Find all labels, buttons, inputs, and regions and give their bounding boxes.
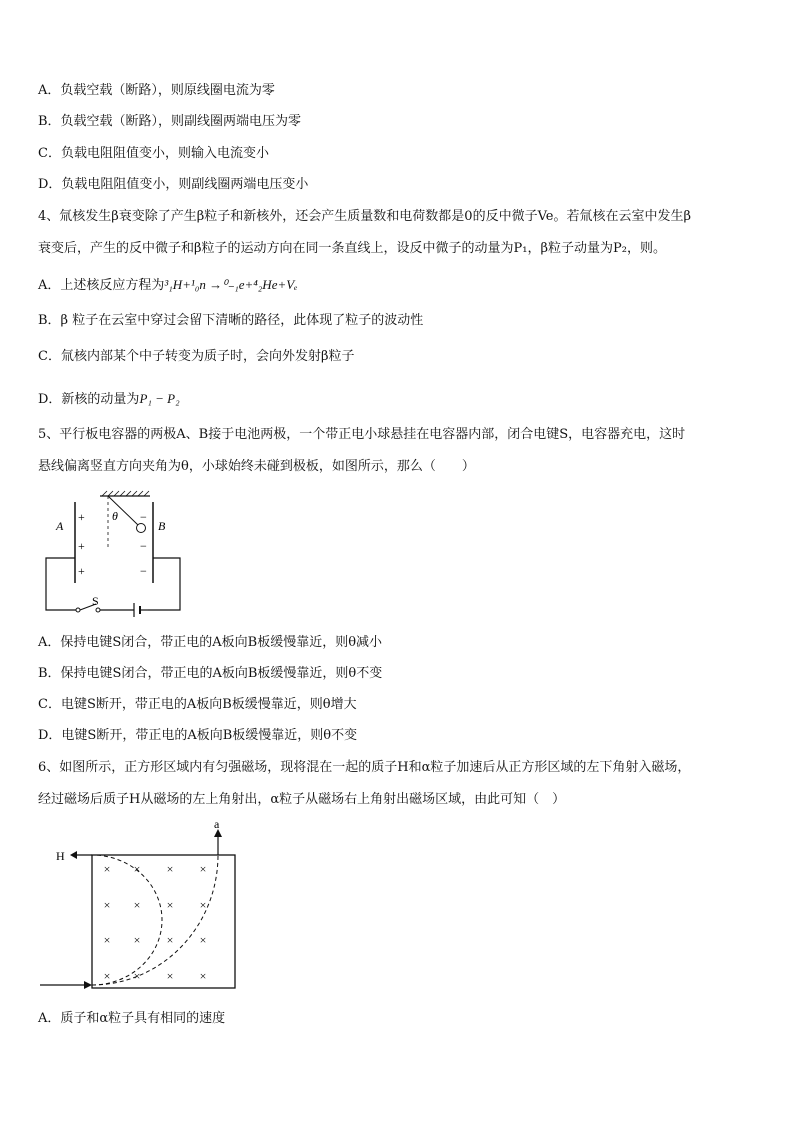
label-theta: θ bbox=[112, 509, 118, 523]
field-cross: × bbox=[103, 898, 111, 912]
label-plate-a: A bbox=[56, 519, 64, 533]
q4-option-a bbox=[38, 276, 298, 295]
plus-sign: + bbox=[78, 539, 85, 553]
field-cross: × bbox=[103, 862, 111, 876]
q6-stem-line-2: 经过磁场后质子H从磁场的左上角射出，α粒子从磁场右上角射出磁场区域，由此可知（ ） bbox=[38, 792, 566, 807]
field-cross: × bbox=[199, 898, 207, 912]
field-cross: × bbox=[199, 862, 207, 876]
q6-stem-line-1: 6、如图所示，正方形区域内有匀强磁场，现将混在一起的质子H和α粒子加速后从正方形区域的左下角射入磁场， bbox=[38, 760, 691, 775]
q4-option-d-label: D．新核的动量为 bbox=[38, 392, 140, 407]
capacitor-figure bbox=[40, 488, 190, 618]
plus-sign: + bbox=[78, 510, 85, 524]
q3-option-d: D．负载电阻阻值变小，则副线圈两端电压变小 bbox=[38, 177, 309, 192]
q4-equation: ³₁H+¹₀n →⁰₋₁e+⁴₂He+Vₑ bbox=[164, 277, 298, 292]
field-cross: × bbox=[133, 933, 141, 947]
field-cross: × bbox=[133, 898, 141, 912]
q4-option-a-label: A．上述核反应方程为 bbox=[38, 278, 165, 293]
field-cross: × bbox=[199, 969, 207, 983]
q4-stem-line-1: 4、氚核发生β衰变除了产生β粒子和新核外，还会产生质量数和电荷数都是0的反中微子Ve。若氚核在云室中发生β bbox=[38, 209, 691, 224]
field-cross: × bbox=[166, 933, 174, 947]
label-switch: S bbox=[92, 594, 99, 608]
magnetic-field-figure bbox=[40, 818, 250, 993]
q4-momentum-expr: P₁ − P₂ bbox=[139, 391, 180, 406]
charged-ball bbox=[137, 524, 146, 533]
minus-sign: − bbox=[140, 539, 147, 553]
plus-sign: + bbox=[78, 564, 85, 578]
field-cross: × bbox=[103, 969, 111, 983]
field-cross: × bbox=[166, 969, 174, 983]
field-cross: × bbox=[133, 969, 141, 983]
field-cross: × bbox=[166, 862, 174, 876]
minus-sign: − bbox=[140, 510, 147, 524]
field-cross: × bbox=[166, 898, 174, 912]
minus-sign: − bbox=[140, 564, 147, 578]
q3-option-a: A．负载空载（断路），则原线圈电流为零 bbox=[38, 83, 275, 98]
q4-option-b: B．β 粒子在云室中穿过会留下清晰的路径，此体现了粒子的波动性 bbox=[38, 313, 424, 328]
field-cross: × bbox=[103, 933, 111, 947]
q4-option-c: C．氚核内部某个中子转变为质子时，会向外发射β粒子 bbox=[38, 349, 355, 364]
q6-option-a: A．质子和α粒子具有相同的速度 bbox=[38, 1011, 226, 1026]
q5-option-a: A．保持电键S闭合，带正电的A板向B板缓慢靠近，则θ减小 bbox=[38, 635, 383, 650]
q5-option-c: C．电键S断开，带正电的A板向B板缓慢靠近，则θ增大 bbox=[38, 697, 357, 712]
q5-option-b: B．保持电键S闭合，带正电的A板向B板缓慢靠近，则θ不变 bbox=[38, 666, 383, 681]
q5-stem-line-1: 5、平行板电容器的两极A、B接于电池两极，一个带正电小球悬挂在电容器内部，闭合电键S，电容器充电，这时 bbox=[38, 427, 686, 442]
q5-option-d: D．电键S断开，带正电的A板向B板缓慢靠近，则θ不变 bbox=[38, 728, 358, 743]
q4-stem-line-2: 衰变后，产生的反中微子和β粒子的运动方向在同一条直线上，设反中微子的动量为P₁，β粒子动量为P₂，则。 bbox=[38, 241, 666, 256]
proton-path bbox=[92, 855, 162, 985]
q5-stem-line-2: 悬线偏离竖直方向夹角为θ，小球始终未碰到极板，如图所示，那么（ ） bbox=[38, 459, 475, 474]
field-cross: × bbox=[133, 862, 141, 876]
q3-option-c: C．负载电阻阻值变小，则输入电流变小 bbox=[38, 146, 269, 161]
label-proton: H bbox=[56, 849, 65, 863]
label-plate-b: B bbox=[158, 519, 166, 533]
field-cross: × bbox=[199, 933, 207, 947]
q4-option-d bbox=[38, 390, 180, 409]
field-square bbox=[92, 855, 235, 988]
label-alpha: a bbox=[214, 818, 220, 831]
q3-option-b: B．负载空载（断路），则副线圈两端电压为零 bbox=[38, 114, 302, 129]
